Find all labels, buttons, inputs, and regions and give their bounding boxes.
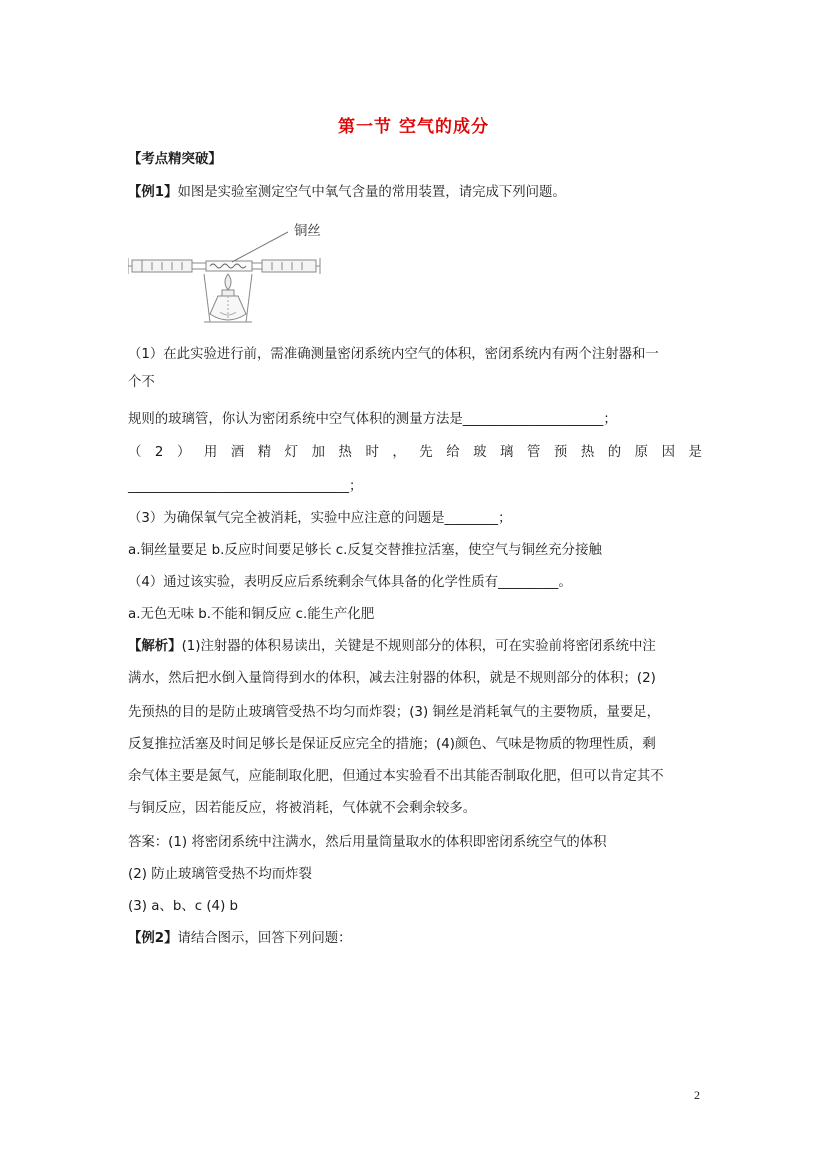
q2-char: 精 <box>257 445 272 460</box>
question1-line1: （1）在此实验进行前，需准确测量密闭系统内空气的体积，密闭系统内有两个注射器和一 <box>128 347 659 362</box>
question1-line2: 个不 <box>128 375 155 390</box>
example1-label: 【例1】 <box>128 185 178 200</box>
question1-line3: 规则的玻璃管，你认为密闭系统中空气体积的测量方法是_____________________； <box>128 412 617 427</box>
example2-intro <box>128 929 352 949</box>
q2-char: 玻 <box>473 445 487 460</box>
q2-char: 的 <box>607 445 622 460</box>
analysis-line6: 与铜反应，因若能反应，将被消耗，气体就不会剩余较多。 <box>128 801 477 816</box>
analysis-text: (1)注射器的体积易读出，关键是不规则部分的体积，可在实验前将密闭系统中注 <box>181 639 656 654</box>
example1-text: 如图是实验室测定空气中氧气含量的常用装置，请完成下列问题。 <box>177 185 566 200</box>
analysis-label: 【解析】 <box>128 639 182 654</box>
page-number: 2 <box>694 1088 700 1102</box>
analysis-line5: 余气体主要是氮气，应能制取化肥，但通过本实验看不出其能否制取化肥，但可以肯定其不 <box>128 769 664 784</box>
q2-char: 预 <box>553 445 568 460</box>
q2-char: 先 <box>419 445 433 460</box>
q2-char: 时 <box>365 445 379 460</box>
q2-char: 加 <box>311 445 325 460</box>
page-title: 第一节 空气的成分 <box>338 117 489 137</box>
q2-char: （ <box>128 445 142 460</box>
q2-char: 用 <box>203 445 218 460</box>
example2-label: 【例2】 <box>128 931 178 946</box>
question3-options: a.铜丝量要足 b.反应时间要足够长 c.反复交替推拉活塞，使空气与铜丝充分接触 <box>128 543 602 558</box>
question4-options: a.无色无味 b.不能和铜反应 c.能生产化肥 <box>128 607 375 622</box>
example2-text: 请结合图示，回答下列问题： <box>177 931 352 946</box>
q2-char: 璃 <box>500 445 514 460</box>
answer-line2: (2) 防止玻璃管受热不均而炸裂 <box>128 867 312 882</box>
question2-line1 <box>128 443 702 463</box>
q2-char: 酒 <box>230 445 245 460</box>
analysis-line4: 反复推拉活塞及时间足够长是保证反应完全的措施；(4)颜色、气味是物质的物理性质，剩 <box>128 737 656 752</box>
analysis-line3: 先预热的目的是防止玻璃管受热不均匀而炸裂；(3) 铜丝是消耗氧气的主要物质，量要足， <box>128 705 661 720</box>
analysis-line2: 满水，然后把水倒入量筒得到水的体积，减去注射器的体积，就是不规则部分的体积；(2) <box>128 671 656 686</box>
q2-char: 管 <box>526 445 541 460</box>
question2-line2: _________________________________； <box>128 479 363 494</box>
q2-char: 热 <box>580 445 595 460</box>
q2-char: 灯 <box>284 445 299 460</box>
question3: （3）为确保氧气完全被消耗，实验中应注意的问题是________； <box>128 511 512 526</box>
q2-char: 给 <box>446 445 460 460</box>
example1-intro <box>128 183 566 203</box>
analysis-line1 <box>128 637 656 657</box>
answer-line3: (3) a、b、c (4) b <box>128 899 239 914</box>
question4: （4）通过该实验，表明反应后系统剩余气体具备的化学性质有_________。 <box>128 575 572 590</box>
answer-line1: 答案：(1) 将密闭系统中注满水，然后用量筒量取水的体积即密闭系统空气的体积 <box>128 835 607 850</box>
section-heading: 【考点精突破】 <box>128 152 222 167</box>
copper-wire-label: 铜丝 <box>294 224 321 239</box>
q2-char: ） <box>176 445 191 460</box>
q2-char: 是 <box>688 445 702 460</box>
q2-char: ， <box>392 445 406 460</box>
q2-char: 原 <box>634 445 649 460</box>
apparatus-figure <box>128 218 368 330</box>
q2-char: 热 <box>338 445 352 460</box>
q2-char: 因 <box>661 445 675 460</box>
syringe-apparatus-illustration <box>128 218 368 330</box>
q2-char: 2 <box>154 445 164 460</box>
